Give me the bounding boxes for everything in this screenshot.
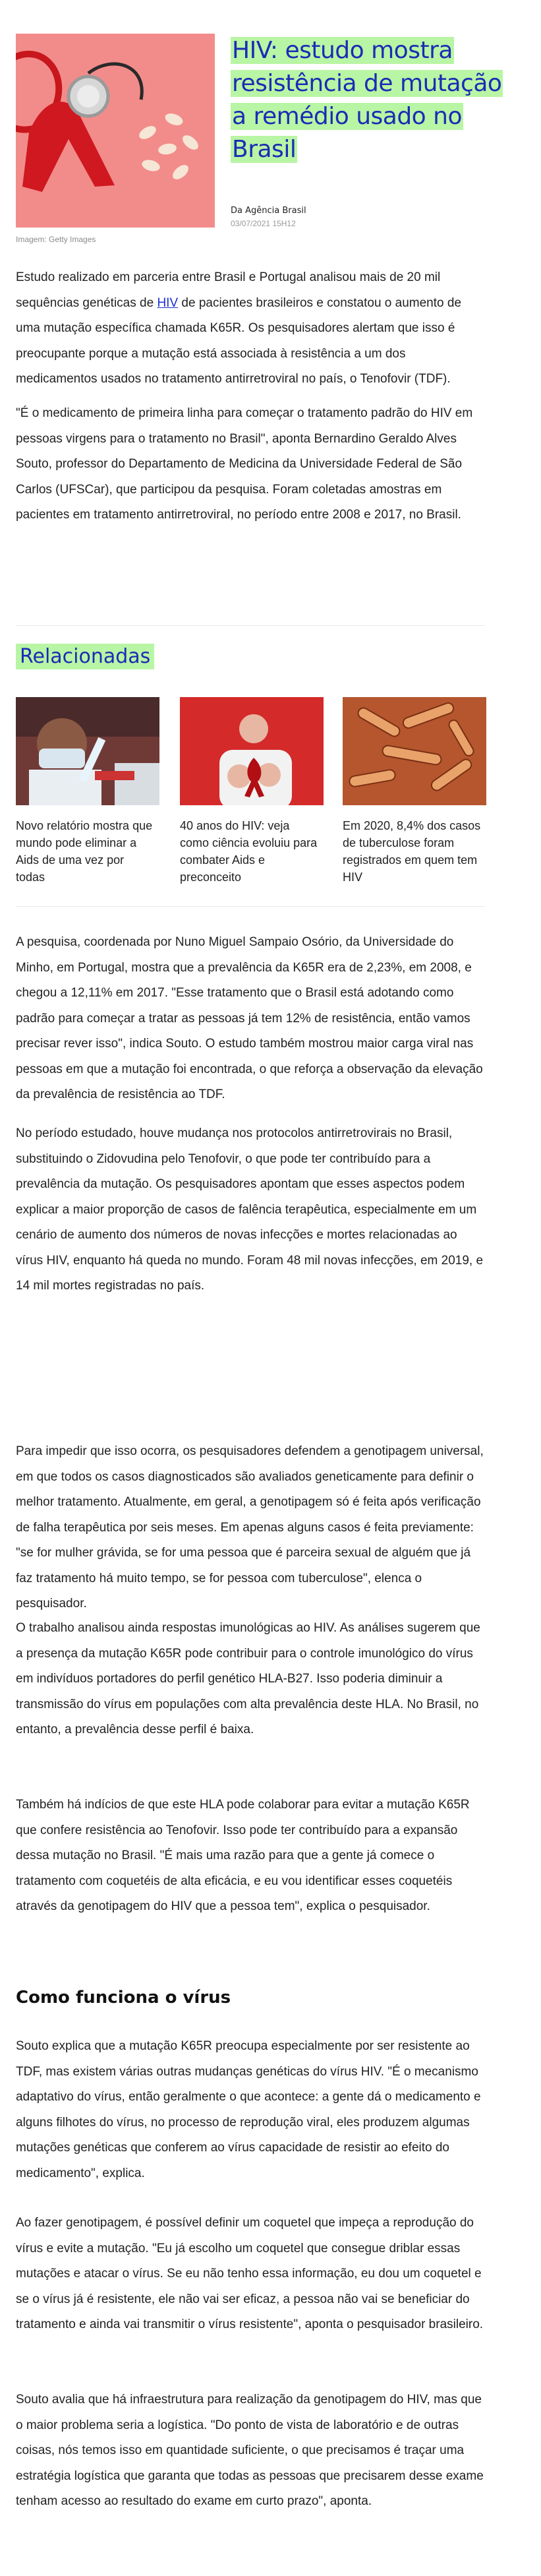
section-heading: Como funciona o vírus — [16, 1988, 231, 2008]
related-heading-text: Relacionadas — [16, 644, 154, 669]
paragraph-3: A pesquisa, coordenada por Nuno Miguel Sampaio Osório, da Universidade do Minho, em Portugal, mostra que a prevalência da K65R era de 2,23%, em 2008, e chegou a 12,11% em 2017. "Esse tratamento que o Brasil está adotando como padrão para começar a tratar as pessoas já tem 12% de resistência, então vamos precisar rever isso", indica Souto. O estudo também mostrou maior carga viral nas pessoas em que a mutação foi encontrada, o que reforça a observação da elevação da prevalência de resistência ao TDF. — [16, 935, 483, 1101]
related-card[interactable] — [180, 697, 324, 886]
hiv-link[interactable]: HIV — [157, 295, 179, 310]
related-card[interactable] — [343, 697, 486, 886]
paragraph-7: Também há indícios de que este HLA pode colaborar para evitar a mutação K65R que confere resistência ao Tenofovir. Isso pode ter contribuído para a expansão dessa mutação no Brasil. "É mais uma razão para que a gente já comece o tratamento com coquetéis de alta eficácia, e eu vou identificar esses coquetéis através da genotipagem do HIV que a pessoa tem", explica o pesquisador. — [16, 1798, 470, 1913]
bacteria-image — [343, 697, 486, 805]
paragraph-2: "É o medicamento de primeira linha para começar o tratamento padrão do HIV em pessoas virgens para o tratamento no Brasil", aponta Bernardino Geraldo Alves Souto, professor do Departamento de Medicina da Universidade Federal de São Carlos (UFSCar), que participou da pesquisa. Foram coletadas amostras em pacientes em tratamento antirretroviral, no período entre 2008 e 2017, no Brasil. — [16, 406, 473, 522]
paragraph-1-text-a: Estudo realizado em parceria entre Brasil e Portugal analisou mais de 20 mil sequências genéticas de — [16, 270, 441, 310]
red-ribbon-image — [180, 697, 324, 805]
related-thumb-red-ribbon[interactable] — [180, 697, 324, 805]
article-source[interactable]: Da Agência Brasil — [231, 206, 306, 216]
related-card-title[interactable]: Em 2020, 8,4% dos casos de tuberculose foram registrados em quem tem HIV — [343, 819, 481, 884]
article-title-text: HIV: estudo mostra resistência de mutação a remédio usado no Brasil — [232, 37, 502, 163]
related-heading — [16, 645, 154, 668]
image-caption: Imagem: Getty Images — [16, 235, 96, 244]
stethoscope-ribbon-illustration — [16, 34, 215, 228]
related-card-title[interactable]: 40 anos do HIV: veja como ciência evoluiu para combater Aids e preconceito — [180, 819, 318, 884]
paragraph-1 — [16, 265, 485, 392]
paragraph-8: Souto explica que a mutação K65R preocupa especialmente por ser resistente ao TDF, mas existem várias outras mudanças genéticas do vírus HIV. "É o mecanismo adaptativo do vírus, então geralmente o que acontece: a gente dá o medicamento e alguns filhotes do vírus, no processo de reprodução viral, eles produzem algumas mutações genéticas que conferem ao vírus capacidade de resistir ao efeito do medicamento", explica. — [16, 2039, 481, 2180]
related-card-title[interactable]: Novo relatório mostra que mundo pode eliminar a Aids de uma vez por todas — [16, 819, 153, 884]
article-title — [231, 34, 507, 166]
related-thumb-lab-test[interactable] — [16, 697, 159, 805]
lab-test-image — [16, 697, 159, 805]
paragraph-6: O trabalho analisou ainda respostas imunológicas ao HIV. As análises sugerem que a presença da mutação K65R pode contribuir para o controle imunológico do vírus em indivíduos portadores do perfil genético HLA-B27. Isso poderia diminuir a transmissão do vírus em populações com alta prevalência deste HLA. No Brasil, no entanto, a prevalência desse perfil é baixa. — [16, 1621, 480, 1736]
paragraph-1-text-b: de pacientes brasileiros e constatou o aumento de uma mutação específica chamada K65R. Os pesquisadores alertam que isso é preocupante porque a mutação está associada à resistência a um dos medicamentos usados no tratamento antirretroviral no país, o Tenofovir (TDF). — [16, 295, 462, 386]
article-date: 03/07/2021 15H12 — [231, 219, 296, 228]
paragraph-5: Para impedir que isso ocorra, os pesquisadores defendem a genotipagem universal, em que todos os casos diagnosticados são avaliados geneticamente para definir o melhor tratamento. Atualmente, em geral, a genotipagem só é feita após verificação de falha terapêutica por seis meses. Em apenas alguns casos é feita previamente: "se for mulher grávida, se for uma pessoa que é parceira sexual de alguém que já faz tratamento há muito tempo, se for pessoa com tuberculose", elenca o pesquisador. — [16, 1444, 484, 1610]
related-card[interactable] — [16, 697, 159, 886]
article-hero-image — [16, 34, 215, 228]
paragraph-9: Ao fazer genotipagem, é possível definir um coquetel que impeça a reprodução do vírus e evite a mutação. "Eu já escolho um coquetel que consegue driblar essas mutações e atacar o vírus. Se eu não tenho essa informação, eu dou um coquetel e se o vírus já é resistente, ele não vai ser eficaz, a pessoa não vai se beneficiar do tratamento e ainda vai transmitir o vírus resistente", aponta o pesquisador brasileiro. — [16, 2216, 484, 2331]
paragraph-4: No período estudado, houve mudança nos protocolos antirretrovirais no Brasil, substituindo o Zidovudina pelo Tenofovir, o que pode ter contribuído para a prevalência da mutação. Os pesquisadores apontam que esses aspectos podem explicar a maior proporção de casos de falência terapêutica, especialmente em um cenário de aumento dos números de novas infecções e mortes relacionadas ao vírus HIV, enquanto há queda no mundo. Foram 48 mil novas infecções, em 2019, e 14 mil mortes registradas no país. — [16, 1126, 484, 1293]
divider — [16, 906, 485, 907]
divider — [16, 625, 485, 626]
related-thumb-bacteria[interactable] — [343, 697, 486, 805]
paragraph-10: Souto avalia que há infraestrutura para realização da genotipagem do HIV, mas que o maior problema seria a logística. "Do ponto de vista de laboratório e de outras coisas, nós temos isso em quantidade suficiente, o que precisamos é traçar uma estratégia logística que garanta que todas as pessoas que precisarem desse exame tenham acesso ao resultado do exame em curto prazo", aponta. — [16, 2393, 484, 2508]
